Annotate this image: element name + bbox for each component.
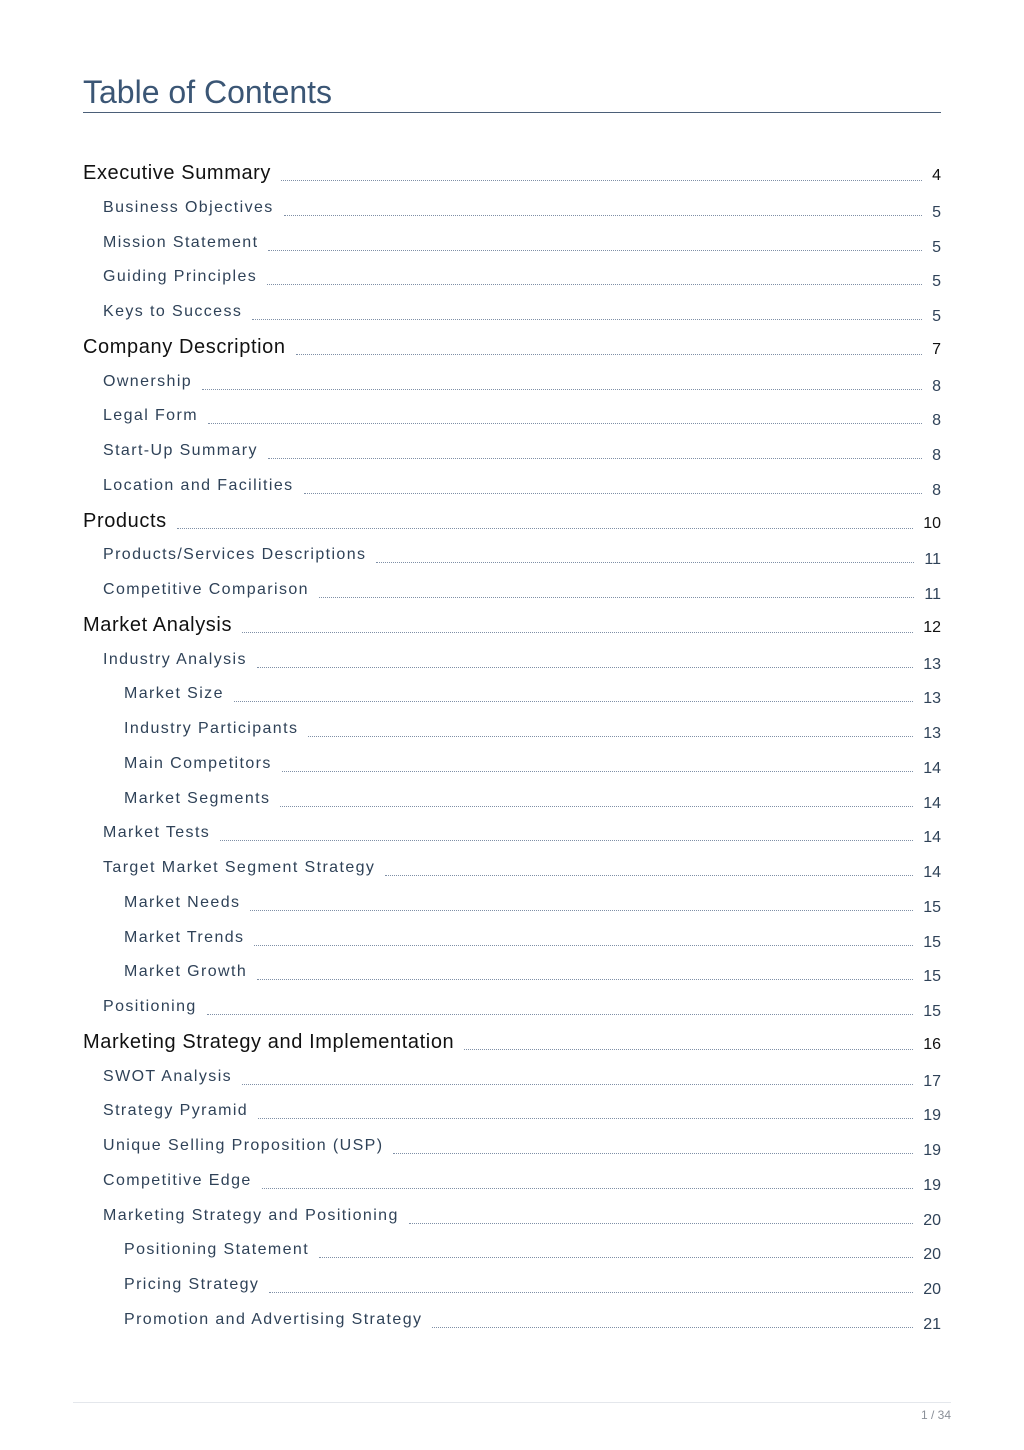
toc-entry-label: Industry Participants <box>124 717 308 741</box>
toc-entry-label: Pricing Strategy <box>124 1273 269 1297</box>
toc-entry-label: Marketing Strategy and Positioning <box>103 1204 409 1228</box>
toc-entry-page-number: 8 <box>932 447 941 464</box>
toc-entry-label: Company Description <box>83 335 296 359</box>
toc-entry-label: Promotion and Advertising Strategy <box>124 1308 432 1332</box>
toc-entry-page-number: 16 <box>923 1036 941 1053</box>
dot-leader <box>220 840 913 841</box>
footer-divider <box>73 1402 951 1403</box>
toc-entry[interactable] <box>0 856 941 886</box>
dot-leader <box>393 1153 913 1154</box>
toc-entry-page-number: 5 <box>932 308 941 325</box>
toc-entry[interactable] <box>0 648 941 678</box>
dot-leader <box>281 180 922 181</box>
toc-entry-label: Strategy Pyramid <box>103 1099 258 1123</box>
toc-entry-page-number: 20 <box>923 1281 941 1298</box>
toc-entry-page-number: 14 <box>923 829 941 846</box>
toc-entry[interactable] <box>0 926 941 956</box>
toc-entry[interactable] <box>0 960 941 990</box>
dot-leader <box>280 806 913 807</box>
toc-entry[interactable] <box>0 1204 941 1234</box>
toc-entry-label: Market Segments <box>124 787 280 811</box>
toc-entry[interactable] <box>0 682 941 712</box>
toc-entry-label: Competitive Edge <box>103 1169 262 1193</box>
dot-leader <box>385 875 913 876</box>
dot-leader <box>257 667 913 668</box>
toc-entry-label: Products/Services Descriptions <box>103 543 376 567</box>
toc-entry-label: Competitive Comparison <box>103 578 319 602</box>
toc-entry-label: Market Trends <box>124 926 254 950</box>
toc-entry-page-number: 8 <box>932 412 941 429</box>
toc-entry-label: Main Competitors <box>124 752 282 776</box>
toc-entry[interactable] <box>0 265 941 295</box>
toc-entry-page-number: 5 <box>932 273 941 290</box>
dot-leader <box>177 528 913 529</box>
toc-entry-label: Industry Analysis <box>103 648 257 672</box>
toc-entry-page-number: 15 <box>923 968 941 985</box>
toc-entry-page-number: 4 <box>932 167 941 184</box>
toc-entry[interactable] <box>0 474 941 504</box>
toc-entry-page-number: 13 <box>923 690 941 707</box>
toc-entry[interactable] <box>0 543 941 573</box>
toc-entry-page-number: 13 <box>923 725 941 742</box>
toc-entry[interactable] <box>0 1169 941 1199</box>
dot-leader <box>269 1292 913 1293</box>
dot-leader <box>234 701 913 702</box>
toc-entry-label: Market Analysis <box>83 613 242 637</box>
dot-leader <box>207 1014 913 1015</box>
toc-entry[interactable] <box>0 439 941 469</box>
toc-entry[interactable] <box>0 1238 941 1268</box>
dot-leader <box>242 632 913 633</box>
toc-entry-page-number: 21 <box>923 1316 941 1333</box>
toc-entry-label: Business Objectives <box>103 196 284 220</box>
toc-entry-page-number: 15 <box>923 899 941 916</box>
toc-entry-label: Legal Form <box>103 404 208 428</box>
dot-leader <box>376 562 914 563</box>
toc-entry[interactable] <box>0 335 941 365</box>
toc-entry-page-number: 5 <box>932 204 941 221</box>
toc-entry-label: Keys to Success <box>103 300 252 324</box>
dot-leader <box>252 319 922 320</box>
toc-entry-label: Market Tests <box>103 821 220 845</box>
page-title: Table of Contents <box>83 74 333 110</box>
toc-entry-page-number: 14 <box>923 795 941 812</box>
toc-entry-label: Marketing Strategy and Implementation <box>83 1030 464 1054</box>
toc-entry[interactable] <box>0 509 941 539</box>
dot-leader <box>308 736 913 737</box>
toc-entry[interactable] <box>0 1030 941 1060</box>
toc-entry[interactable] <box>0 578 941 608</box>
toc-entry-page-number: 14 <box>923 864 941 881</box>
dot-leader <box>409 1223 913 1224</box>
page-indicator: 1 / 34 <box>920 1408 951 1422</box>
toc-entry[interactable] <box>0 787 941 817</box>
toc-entry-label: Unique Selling Proposition (USP) <box>103 1134 393 1158</box>
toc-entry-page-number: 19 <box>923 1142 941 1159</box>
toc-entry-page-number: 19 <box>923 1177 941 1194</box>
dot-leader <box>257 979 913 980</box>
toc-entry-label: Market Needs <box>124 891 250 915</box>
toc-entry-label: Mission Statement <box>103 231 268 255</box>
toc-entry[interactable] <box>0 821 941 851</box>
dot-leader <box>254 945 913 946</box>
toc-entry[interactable] <box>0 1134 941 1164</box>
toc-entry-label: Products <box>83 509 177 533</box>
toc-entry-label: Location and Facilities <box>103 474 304 498</box>
toc-entry-label: Target Market Segment Strategy <box>103 856 385 880</box>
toc-entry[interactable] <box>0 1308 941 1338</box>
toc-entry-page-number: 7 <box>932 341 941 358</box>
dot-leader <box>282 771 913 772</box>
dot-leader <box>267 284 922 285</box>
toc-entry-page-number: 8 <box>932 482 941 499</box>
toc-entry-page-number: 13 <box>923 656 941 673</box>
dot-leader <box>304 493 922 494</box>
toc-entry[interactable] <box>0 196 941 226</box>
dot-leader <box>242 1084 913 1085</box>
dot-leader <box>296 354 922 355</box>
toc-entry-page-number: 5 <box>932 239 941 256</box>
toc-entry-page-number: 11 <box>924 551 941 568</box>
toc-entry-label: Ownership <box>103 370 202 394</box>
toc-entry-page-number: 20 <box>923 1246 941 1263</box>
dot-leader <box>284 215 922 216</box>
toc-entry[interactable] <box>0 891 941 921</box>
toc-entry[interactable] <box>0 300 941 330</box>
dot-leader <box>208 423 922 424</box>
toc-entry[interactable] <box>0 995 941 1025</box>
toc-entry-label: Positioning <box>103 995 207 1019</box>
toc-entry-page-number: 11 <box>924 586 941 603</box>
toc-entry-page-number: 20 <box>923 1212 941 1229</box>
toc-entry-page-number: 17 <box>923 1073 941 1090</box>
toc-entry-label: Market Size <box>124 682 234 706</box>
toc-entry-label: Guiding Principles <box>103 265 267 289</box>
toc-entry[interactable] <box>0 1273 941 1303</box>
toc-entry-page-number: 10 <box>923 515 941 532</box>
dot-leader <box>202 389 922 390</box>
dot-leader <box>464 1049 913 1050</box>
toc-entry-label: Start-Up Summary <box>103 439 268 463</box>
dot-leader <box>319 597 914 598</box>
toc-entry-label: SWOT Analysis <box>103 1065 242 1089</box>
toc-entry-page-number: 15 <box>923 934 941 951</box>
dot-leader <box>250 910 913 911</box>
toc-entry[interactable] <box>0 613 941 643</box>
dot-leader <box>258 1118 913 1119</box>
toc-entry-page-number: 19 <box>923 1107 941 1124</box>
toc-entry[interactable] <box>0 717 941 747</box>
toc-entry-page-number: 8 <box>932 378 941 395</box>
dot-leader <box>262 1188 913 1189</box>
toc-entry[interactable] <box>0 752 941 782</box>
toc-entry-label: Executive Summary <box>83 161 281 185</box>
toc-entry-page-number: 15 <box>923 1003 941 1020</box>
toc-entry-page-number: 12 <box>923 619 941 636</box>
dot-leader <box>319 1257 913 1258</box>
toc-entry-page-number: 14 <box>923 760 941 777</box>
toc-entry[interactable] <box>0 404 941 434</box>
toc-entry[interactable] <box>0 161 941 191</box>
dot-leader <box>268 250 922 251</box>
toc-entry-label: Positioning Statement <box>124 1238 319 1262</box>
dot-leader <box>268 458 922 459</box>
toc-entry[interactable] <box>0 231 941 261</box>
toc-entry[interactable] <box>0 1099 941 1129</box>
dot-leader <box>432 1327 913 1328</box>
toc-entry[interactable] <box>0 370 941 400</box>
toc-entry[interactable] <box>0 1065 941 1095</box>
toc-entry-label: Market Growth <box>124 960 257 984</box>
